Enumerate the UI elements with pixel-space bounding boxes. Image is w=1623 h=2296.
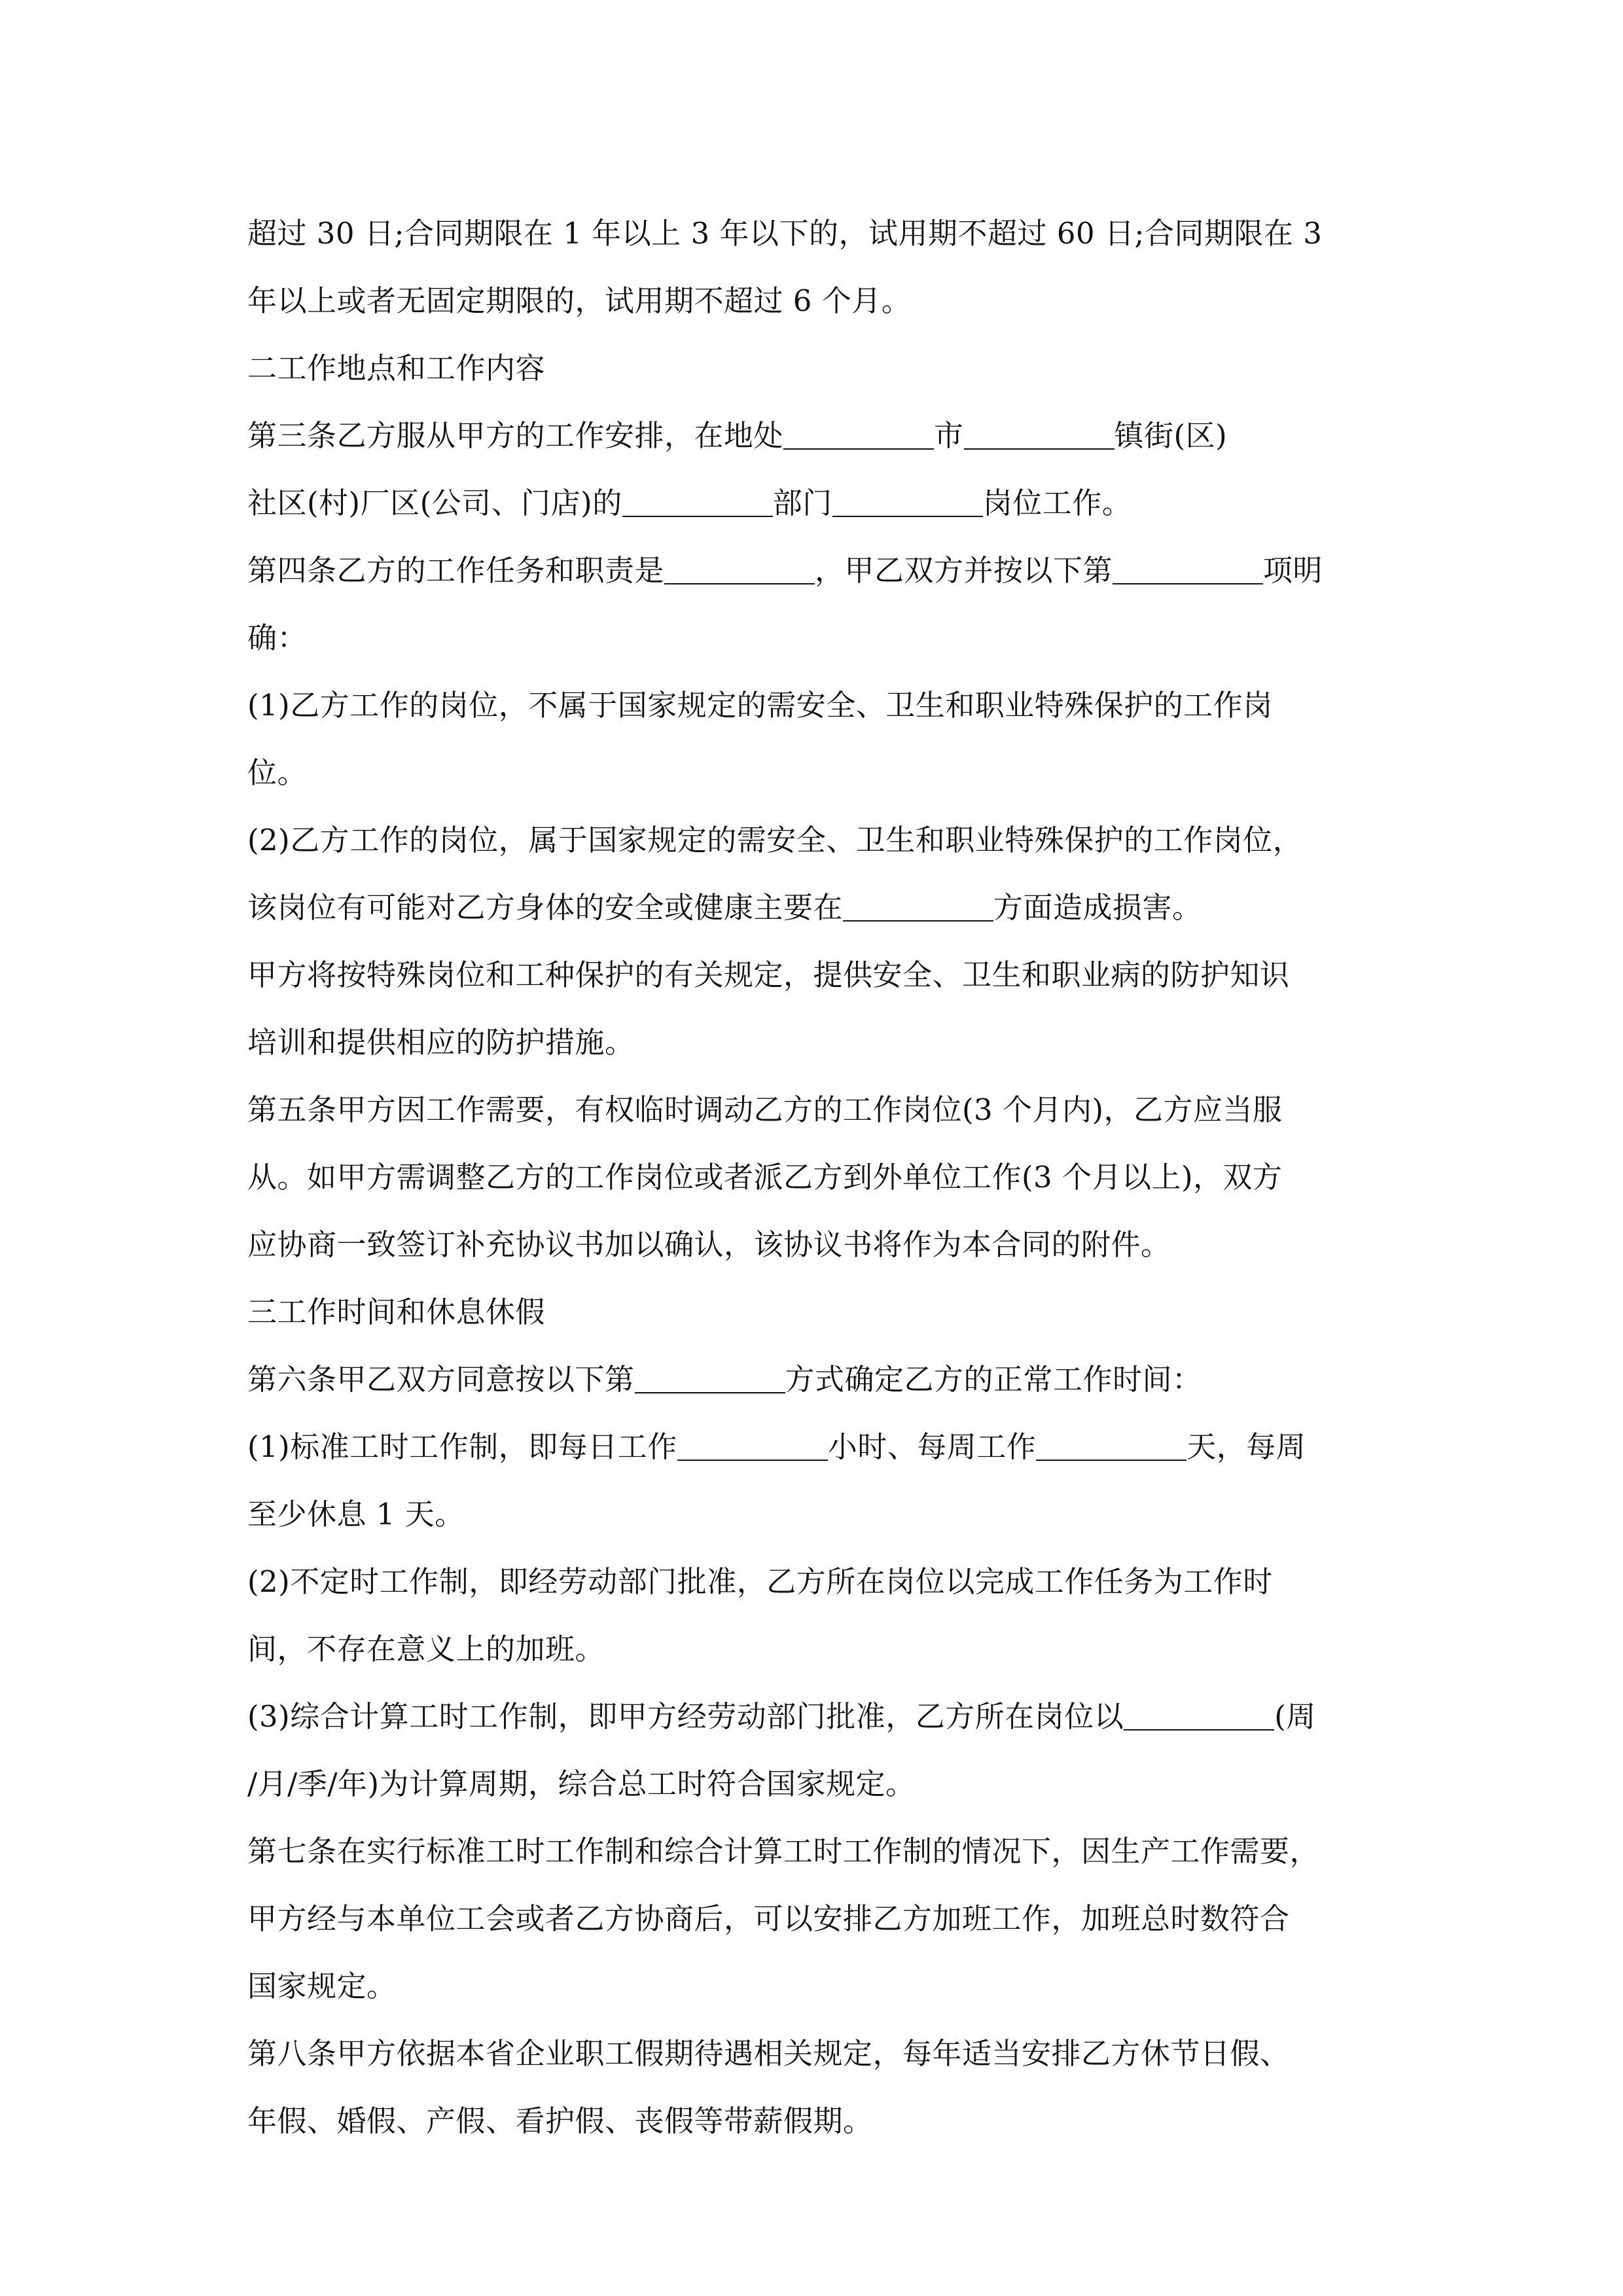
text-line — [247, 1615, 1399, 1683]
text-segment: 第七条在实行标准工时工作制和综合计算工时工作制的情况下，因生产工作需要， — [247, 1834, 1320, 1869]
text-segment: 国家规定。 — [247, 1969, 397, 2003]
text-line — [247, 2087, 1399, 2155]
text-segment: (1)乙方工作的岗位，不属于国家规定的需安全、卫生和职业特殊保护的工作岗 — [247, 688, 1273, 723]
fill-in-blank — [783, 448, 934, 450]
text-segment: (3)综合计算工时工作制，即甲方经劳动部门批准，乙方所在岗位以 — [247, 1699, 1124, 1734]
text-segment: 市 — [934, 418, 964, 453]
text-segment: 第六条甲乙双方同意按以下第 — [247, 1362, 635, 1397]
text-segment: 社区(村)厂区(公司、门店)的 — [247, 486, 622, 520]
text-line — [247, 1480, 1399, 1548]
text-segment: 至少休息 1 天。 — [247, 1497, 465, 1532]
text-line — [247, 874, 1399, 941]
text-segment: 位。 — [247, 755, 308, 790]
text-line — [247, 1009, 1399, 1076]
text-line — [247, 1211, 1399, 1278]
text-line — [247, 402, 1399, 469]
text-segment: 间，不存在意义上的加班。 — [247, 1632, 605, 1666]
text-line — [247, 941, 1399, 1009]
text-segment: 镇街(区) — [1114, 418, 1228, 453]
text-segment: 小时、每周工作 — [827, 1429, 1037, 1464]
text-line — [247, 469, 1399, 537]
fill-in-blank — [635, 1392, 785, 1393]
text-line — [247, 1413, 1399, 1480]
text-line — [247, 1278, 1399, 1346]
text-line — [247, 672, 1399, 739]
text-segment: 方面造成损害。 — [993, 890, 1202, 925]
text-segment: 甲方将按特殊岗位和工种保护的有关规定，提供安全、卫生和职业病的防护知识 — [247, 958, 1290, 992]
text-line — [247, 1952, 1399, 2020]
text-line — [247, 1818, 1399, 1885]
text-segment: 第八条甲方依据本省企业职工假期待遇相关规定，每年适当安排乙方休节日假、 — [247, 2036, 1290, 2071]
fill-in-blank — [964, 448, 1115, 450]
text-line — [247, 537, 1399, 604]
text-segment: 年假、婚假、产假、看护假、丧假等带薪假期。 — [247, 2104, 873, 2138]
text-segment: 超过 30 日;合同期限在 1 年以上 3 年以下的，试用期不超过 60 日;合同期限在 3 — [247, 216, 1323, 251]
document-body — [247, 200, 1399, 2155]
text-line — [247, 1683, 1399, 1750]
text-segment: (2)不定时工作制，即经劳动部门批准，乙方所在岗位以完成工作任务为工作时 — [247, 1564, 1273, 1599]
text-segment: 培训和提供相应的防护措施。 — [247, 1025, 635, 1060]
text-segment: 项明 — [1263, 553, 1323, 588]
text-segment: (1)标准工时工作制，即每日工作 — [247, 1429, 677, 1464]
text-segment: (周 — [1274, 1699, 1316, 1734]
text-line — [247, 334, 1399, 402]
text-line — [247, 1076, 1399, 1143]
text-line — [247, 1346, 1399, 1413]
text-line — [247, 200, 1399, 267]
text-line — [247, 2020, 1399, 2087]
text-line — [247, 739, 1399, 806]
fill-in-blank — [1036, 1460, 1186, 1461]
text-segment: 确： — [247, 620, 308, 655]
fill-in-blank — [622, 516, 773, 517]
text-segment: 第五条甲方因工作需要，有权临时调动乙方的工作岗位(3 个月内)，乙方应当服 — [247, 1092, 1283, 1127]
text-segment: 从。如甲方需调整乙方的工作岗位或者派乙方到外单位工作(3 个月以上)，双方 — [247, 1160, 1283, 1194]
text-line — [247, 1885, 1399, 1952]
text-segment: 甲方经与本单位工会或者乙方协商后，可以安排乙方加班工作，加班总时数符合 — [247, 1901, 1290, 1936]
text-segment: 天，每周 — [1186, 1429, 1306, 1464]
text-segment: ，甲乙双方并按以下第 — [815, 553, 1113, 588]
text-segment: 第四条乙方的工作任务和职责是 — [247, 553, 665, 588]
text-segment: /月/季/年)为计算周期，综合总工时符合国家规定。 — [247, 1767, 916, 1801]
text-segment: 二工作地点和工作内容 — [247, 351, 546, 386]
text-segment: (2)乙方工作的岗位，属于国家规定的需安全、卫生和职业特殊保护的工作岗位， — [247, 823, 1303, 857]
text-segment: 方式确定乙方的正常工作时间： — [785, 1362, 1202, 1397]
fill-in-blank — [664, 583, 815, 584]
fill-in-blank — [843, 920, 993, 922]
text-segment: 三工作时间和休息休假 — [247, 1295, 546, 1329]
text-line — [247, 604, 1399, 672]
fill-in-blank — [832, 516, 983, 517]
text-line — [247, 267, 1399, 334]
text-line — [247, 1548, 1399, 1615]
text-segment: 岗位工作。 — [982, 486, 1132, 520]
text-segment: 该岗位有可能对乙方身体的安全或健康主要在 — [247, 890, 844, 925]
text-line — [247, 1143, 1399, 1211]
fill-in-blank — [1113, 583, 1263, 584]
text-segment: 应协商一致签订补充协议书加以确认，该协议书将作为本合同的附件。 — [247, 1227, 1171, 1262]
text-segment: 第三条乙方服从甲方的工作安排，在地处 — [247, 418, 784, 453]
text-line — [247, 806, 1399, 874]
fill-in-blank — [677, 1460, 828, 1461]
text-line — [247, 1750, 1399, 1818]
text-segment: 年以上或者无固定期限的，试用期不超过 6 个月。 — [247, 283, 912, 318]
text-segment: 部门 — [772, 486, 832, 520]
fill-in-blank — [1124, 1729, 1274, 1731]
